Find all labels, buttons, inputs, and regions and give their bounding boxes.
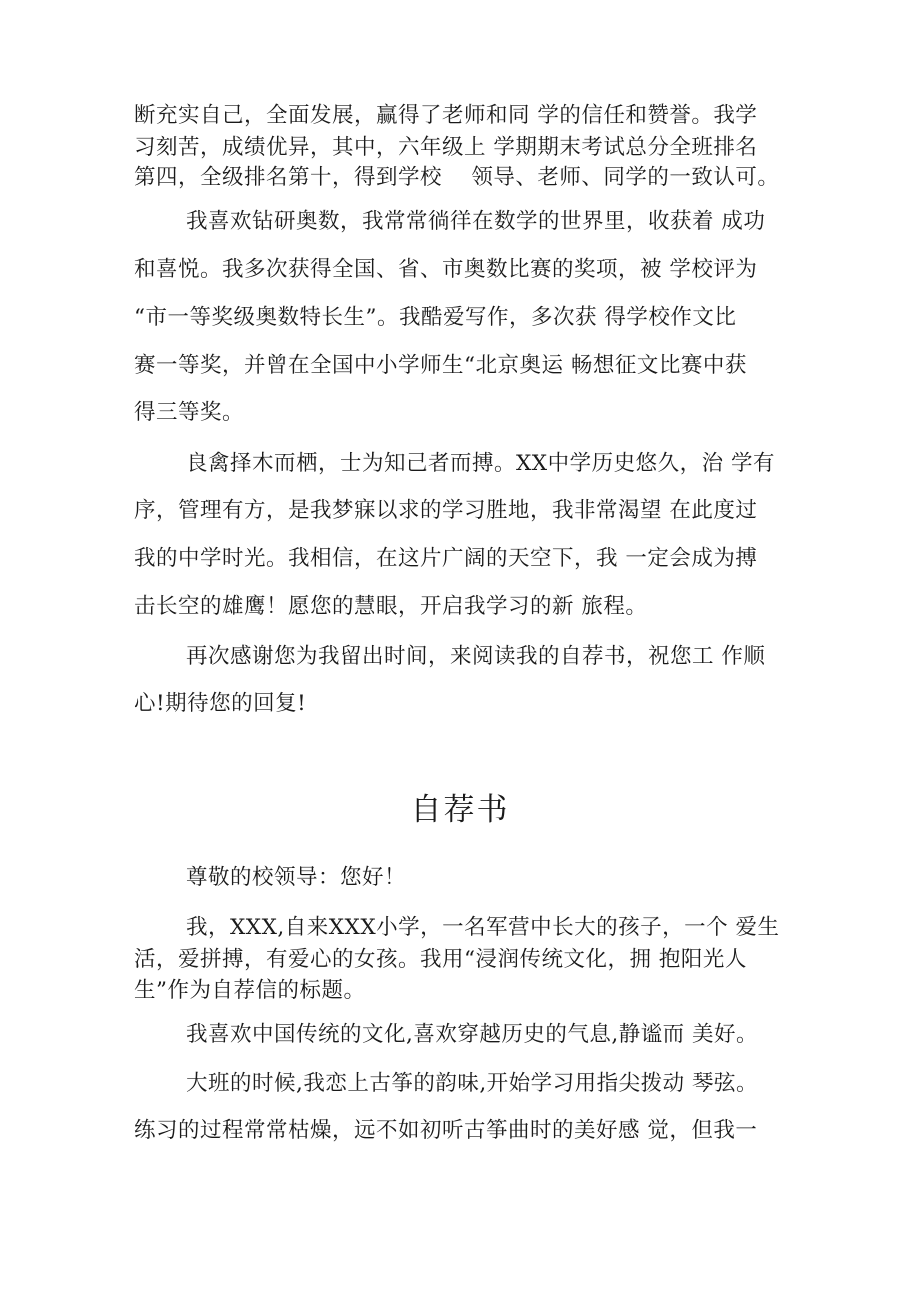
paragraph-line: 断充实自己，全面发展，赢得了老师和同 学的信任和赞誉。我学 — [134, 103, 758, 128]
greeting: 尊敬的校领导：您好！ — [186, 865, 407, 890]
document-title: 自荐书 — [410, 792, 510, 828]
paragraph-line: 序，管理有方，是我梦寐以求的学习胜地，我非常渴望 在此度过 — [134, 498, 758, 523]
paragraph-line: “市一等奖级奥数特长生”。我酷爱写作，多次获 得学校作文比 — [134, 305, 737, 330]
paragraph-line: 练习的过程常常枯燥，远不如初听古筝曲时的美好感 觉，但我一 — [134, 1118, 758, 1143]
paragraph-line: 赛一等奖，并曾在全国中小学师生“北京奥运 畅想征文比赛中获 — [134, 353, 747, 378]
paragraph-line: 我喜欢钻研奥数，我常常徜徉在数学的世界里，收获着 成功 — [186, 209, 766, 234]
paragraph-line: 活，爱拼搏，有爱心的女孩。我用“浸润传统文化，拥 抱阳光人 — [134, 947, 747, 972]
paragraph-line: 击长空的雄鹰！愿您的慧眼，开启我学习的新 旅程。 — [134, 594, 648, 619]
paragraph-line: 我喜欢中国传统的文化,喜欢穿越历史的气息,静谧而 美好。 — [186, 1022, 759, 1047]
paragraph-line: 大班的时候,我恋上古筝的韵味,开始学习用指尖拨动 琴弦。 — [186, 1071, 759, 1096]
paragraph-line: 第四，全级排名第十，得到学校 领导、老师、同学的一致认可。 — [134, 165, 780, 190]
paragraph-line: 再次感谢您为我留出时间，来阅读我的自荐书，祝您工 作顺 — [186, 644, 766, 669]
paragraph-line: 我的中学时光。我相信，在这片广阔的天空下，我 一定会成为搏 — [134, 546, 758, 571]
paragraph-line: 心!期待您的回复! — [134, 691, 307, 716]
paragraph-line: 得三等奖。 — [134, 400, 245, 425]
paragraph-line: 和喜悦。我多次获得全国、省、市奥数比赛的奖项，被 学校评为 — [134, 257, 758, 282]
paragraph-line: 习刻苦，成绩优异，其中，六年级上 学期期末考试总分全班排名 — [134, 135, 758, 160]
paragraph-line: 生”作为自荐信的标题。 — [134, 978, 366, 1003]
paragraph-line: 良禽择木而栖，士为知己者而搏。XX中学历史悠久，治 学有 — [186, 451, 775, 476]
paragraph-line: 我，XXX,自来XXX小学，一名军营中长大的孩子，一个 爱生 — [186, 915, 780, 940]
